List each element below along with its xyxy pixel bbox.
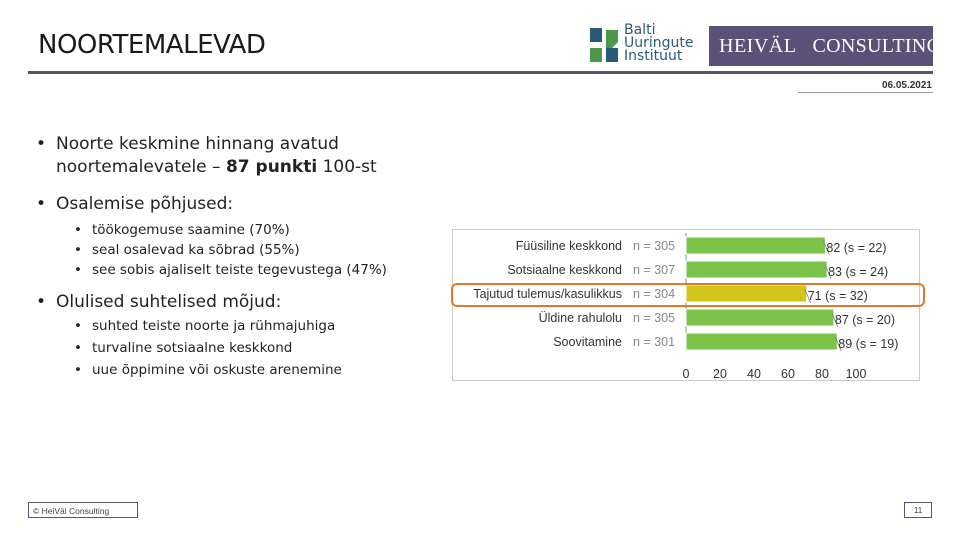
- bullet-dot: •: [36, 134, 47, 154]
- value-label: 83 (s = 24): [828, 265, 889, 279]
- category-label: Soovitamine: [553, 335, 622, 349]
- value-label: 89 (s = 19): [838, 337, 899, 351]
- reason-item: • see sobis ajaliselt teiste tegevustega (47%): [74, 262, 387, 278]
- bullet-impacts-text: Olulised suhtelised mõjud:: [56, 292, 282, 312]
- impact-item: • uue õppimine või oskuste arenemine: [74, 362, 342, 378]
- highlight-outline: [451, 283, 925, 307]
- impact-item: • turvaline sotsiaalne keskkond: [74, 340, 293, 356]
- bullet-dot: •: [36, 292, 47, 312]
- category-label: Üldine rahulolu: [538, 311, 622, 325]
- bui-logo-line-1: Balti: [624, 22, 656, 38]
- bui-logo-line-3: Instituut: [624, 48, 683, 64]
- category-label: Füüsiline keskkond: [515, 239, 622, 253]
- value-label: 82 (s = 22): [826, 241, 887, 255]
- bullet-rating-suffix: 100-st: [317, 157, 377, 177]
- bullet-rating-score: 87 punkti: [225, 157, 318, 177]
- bullet-reasons-text: Osalemise põhjused:: [56, 194, 234, 214]
- x-tick-label: 0: [682, 367, 690, 381]
- value-label: 87 (s = 20): [834, 313, 896, 327]
- n-label: n = 305: [633, 239, 676, 253]
- x-tick-label: 20: [713, 367, 727, 381]
- n-label: n = 307: [633, 263, 676, 277]
- heival-logo-name: HEIVÄL: [719, 34, 797, 57]
- category-label: Tajutud tulemus/kasulikkus: [473, 287, 622, 301]
- heival-logo-consulting: CONSULTING: [812, 34, 942, 57]
- footer-copyright: © HeiVäl Consulting: [28, 502, 138, 518]
- bar: [686, 261, 827, 278]
- slide-date: 06.05.2021: [881, 80, 932, 91]
- bui-logo-line-2: Uuringute: [624, 35, 694, 51]
- x-tick-label: 40: [747, 367, 761, 381]
- slide-title: NOORTEMALEVAD: [38, 30, 266, 60]
- page-number: 11: [904, 502, 932, 518]
- bar: [686, 309, 834, 326]
- reason-item: • töökogemuse saamine (70%): [74, 222, 290, 238]
- value-label: 71 (s = 32): [807, 289, 868, 303]
- n-label: n = 301: [633, 335, 676, 349]
- n-label: n = 305: [633, 311, 676, 325]
- category-label: Sotsiaalne keskkond: [507, 263, 622, 277]
- reason-item: • seal osalevad ka sõbrad (55%): [74, 242, 300, 258]
- impact-item: • suhted teiste noorte ja rühmajuhiga: [74, 318, 336, 334]
- x-tick-label: 100: [845, 367, 867, 381]
- bar: [686, 333, 837, 350]
- x-tick-label: 60: [781, 367, 795, 381]
- bullet-rating-text: Noorte keskmine hinnang avatud noortemalevatele –: [56, 134, 339, 177]
- n-label: n = 304: [633, 287, 676, 301]
- bullet-dot: •: [36, 194, 47, 214]
- bar: [686, 237, 825, 254]
- x-tick-label: 80: [815, 367, 829, 381]
